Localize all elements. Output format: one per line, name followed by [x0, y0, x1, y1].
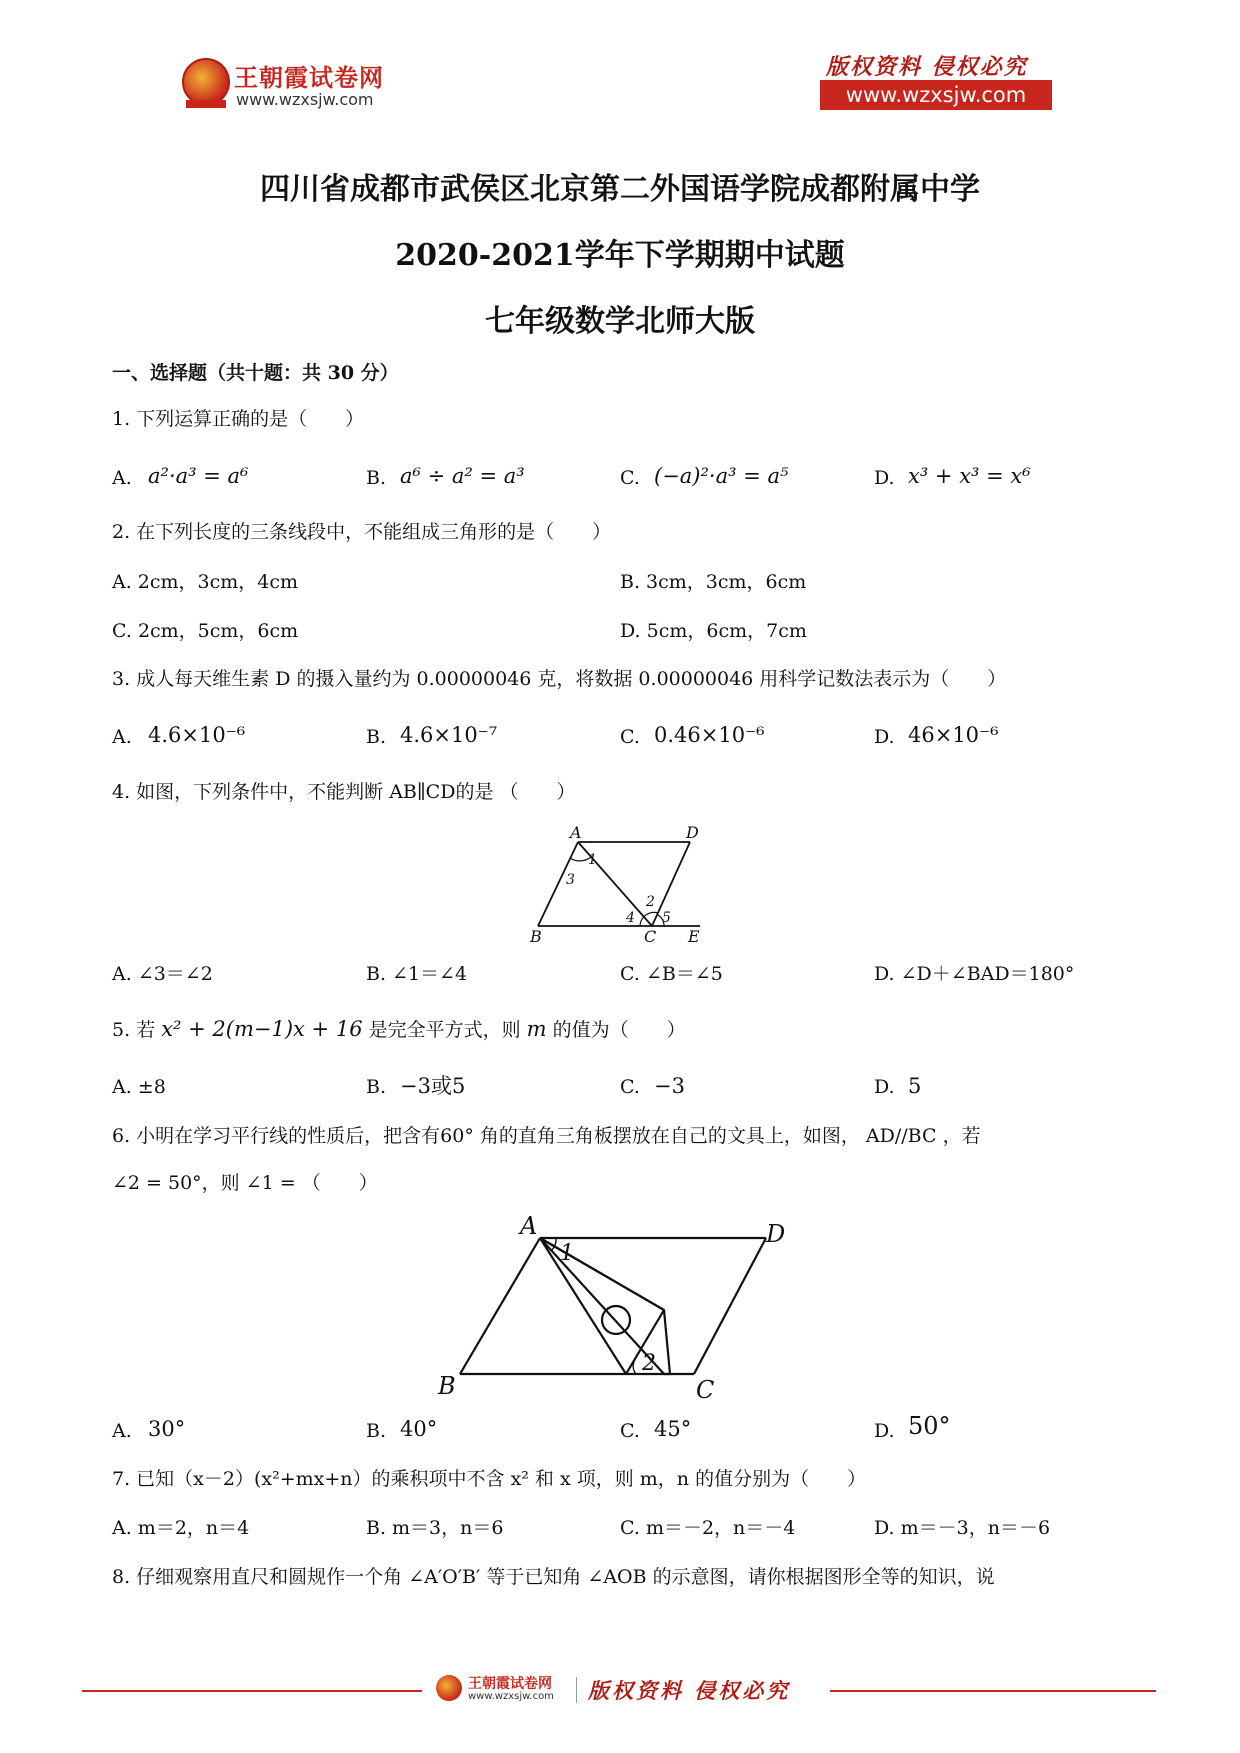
q5-stem-suffix: 的值为（ ） [552, 1019, 686, 1041]
title-term: 2020-2021学年下学期期中试题 [395, 238, 845, 273]
q7-option-c: C. m＝－2，n＝－4 [620, 1517, 796, 1539]
q1-option-c: (−a)²·a³ = a⁵ [654, 464, 789, 488]
q6-label-a: A [520, 1212, 538, 1240]
q5-stem-variable: m [526, 1017, 547, 1041]
q7-option-a: A. m＝2，n＝4 [112, 1517, 250, 1539]
q3-option-c: 0.46×10⁻⁶ [654, 723, 765, 747]
header-copyright-block [820, 50, 1052, 112]
q2-stem: 2. 在下列长度的三条线段中，不能组成三角形的是（ ） [112, 521, 612, 543]
q6-option-d: 50° [908, 1412, 951, 1440]
q6-arc-2 [633, 1362, 636, 1374]
q8-stem: 8. 仔细观察用直尺和圆规作一个角 ∠A′O′B′ 等于已知角 ∠AOB 的示意图，请你根据图形全等的知识，说 [112, 1566, 995, 1588]
q3-stem: 3. 成人每天维生素 D 的摄入量约为 0.00000046 克，将数据 0.00000046 用科学记数法表示为（ ） [112, 668, 1007, 690]
q3-option-b-label: B. [366, 726, 387, 748]
q1-option-d: x³ + x³ = x⁶ [908, 464, 1031, 488]
q1-option-a: a²·a³ = a⁶ [148, 464, 249, 488]
q6-option-d-label: D. [874, 1420, 895, 1442]
q6-option-a-label: A. [112, 1420, 132, 1442]
q5-stem-prefix: 5. 若 [112, 1019, 156, 1041]
q3-option-c-label: C. [620, 726, 640, 748]
q6-stem: 6. 小明在学习平行线的性质后，把含有60° 角的直角三角板摆放在自己的文具上，如图， AD//BC ，若 [112, 1125, 981, 1147]
footer-divider-right [830, 1690, 1156, 1692]
q6-figure [430, 1210, 810, 1400]
footer-logo-url: www.wzxsjw.com [468, 1691, 554, 1702]
title-subject: 七年级数学北师大版 [485, 304, 755, 339]
title-school: 四川省成都市武侯区北京第二外国语学院成都附属中学 [260, 172, 980, 207]
q5-option-c: −3 [654, 1074, 685, 1098]
q5-stem-expression: x² + 2(m−1)x + 16 [161, 1017, 363, 1041]
q5-option-b-label: B. [366, 1076, 387, 1098]
q5-option-c-label: C. [620, 1076, 640, 1098]
q6-line-ab [460, 1238, 540, 1374]
q6-option-c-label: C. [620, 1420, 640, 1442]
q3-option-d-label: D. [874, 726, 895, 748]
q6-line-dc [694, 1238, 766, 1374]
header-copyright: 版权资料 侵权必究 [826, 54, 1028, 80]
q7-option-b: B. m＝3，n＝6 [366, 1517, 504, 1539]
footer-brand [436, 1673, 816, 1707]
q7-stem: 7. 已知（x－2）(x²+mx+n）的乘积项中不含 x² 和 x 项，则 m，n 的值分别为（ ） [112, 1468, 867, 1490]
q5-option-a: A. ±8 [112, 1076, 166, 1098]
footer-separator [576, 1677, 577, 1703]
q6-angle-2: 2 [642, 1351, 656, 1376]
q5-option-b: −3或5 [400, 1074, 466, 1098]
logo-seal-icon [182, 58, 230, 106]
footer-divider-left [82, 1690, 422, 1692]
q4-label-a: A [570, 823, 582, 842]
footer-copyright: 版权资料 侵权必究 [588, 1678, 791, 1703]
q1-option-b: a⁶ ÷ a² = a³ [400, 464, 525, 488]
q6-option-b-label: B. [366, 1420, 387, 1442]
q4-angle-4: 4 [626, 910, 635, 926]
q4-figure [520, 820, 720, 942]
q6-option-b: 40° [400, 1417, 438, 1441]
q5-stem [112, 1016, 686, 1043]
q1-option-d-label: D. [874, 467, 895, 489]
q4-option-c: C. ∠B＝∠5 [620, 963, 723, 985]
q5-option-d: 5 [908, 1074, 922, 1098]
q1-option-a-label: A. [112, 467, 132, 489]
q4-option-a: A. ∠3＝∠2 [112, 963, 213, 985]
q4-label-b: B [530, 927, 542, 942]
logo-url: www.wzxsjw.com [236, 90, 374, 109]
q6-triangle-side2 [540, 1238, 664, 1310]
q4-label-e: E [688, 927, 700, 942]
q4-option-b: B. ∠1＝∠4 [366, 963, 468, 985]
q4-label-c: C [644, 927, 657, 942]
footer-seal-icon [436, 1675, 462, 1701]
q4-angle-5: 5 [662, 910, 671, 926]
q2-option-a: A. 2cm，3cm，4cm [112, 571, 299, 593]
q6-angle-1: 1 [560, 1241, 574, 1266]
header-url: www.wzxsjw.com [820, 80, 1052, 110]
q1-option-c-label: C. [620, 467, 640, 489]
q4-angle-2: 2 [646, 894, 655, 910]
q3-option-b: 4.6×10⁻⁷ [400, 723, 498, 747]
q2-option-b: B. 3cm，3cm，6cm [620, 571, 807, 593]
q4-label-d: D [686, 823, 699, 842]
logo-name: 王朝霞试卷网 [234, 64, 384, 92]
q4-option-d: D. ∠D＋∠BAD＝180° [874, 963, 1075, 985]
q6-option-a: 30° [148, 1417, 186, 1441]
footer-logo-name: 王朝霞试卷网 [468, 1676, 552, 1692]
q7-option-d: D. m＝－3，n＝－6 [874, 1517, 1051, 1539]
q6-option-c: 45° [654, 1417, 692, 1441]
q4-angle-3: 3 [566, 872, 575, 888]
section-heading: 一、选择题（共十题：共 30 分） [112, 362, 399, 384]
q3-option-a-label: A. [112, 726, 132, 748]
q6-stem-line2: ∠2 = 50°，则 ∠1 = （ ） [112, 1172, 378, 1194]
q3-option-a: 4.6×10⁻⁶ [148, 723, 246, 747]
q2-option-d: D. 5cm，6cm，7cm [620, 620, 807, 642]
q5-stem-middle: 是完全平方式，则 [368, 1019, 521, 1041]
q4-angle-1: 1 [588, 852, 597, 868]
q2-option-c: C. 2cm，5cm，6cm [112, 620, 299, 642]
q6-label-b: B [438, 1372, 456, 1400]
q4-stem: 4. 如图，下列条件中，不能判断 AB∥CD的是 （ ） [112, 781, 576, 803]
q6-label-c: C [696, 1376, 715, 1400]
q3-option-d: 46×10⁻⁶ [908, 723, 999, 747]
header-logo [182, 52, 402, 112]
q1-option-b-label: B. [366, 467, 387, 489]
q6-label-d: D [766, 1220, 786, 1248]
q1-stem: 1. 下列运算正确的是（ ） [112, 408, 365, 430]
q5-option-d-label: D. [874, 1076, 895, 1098]
